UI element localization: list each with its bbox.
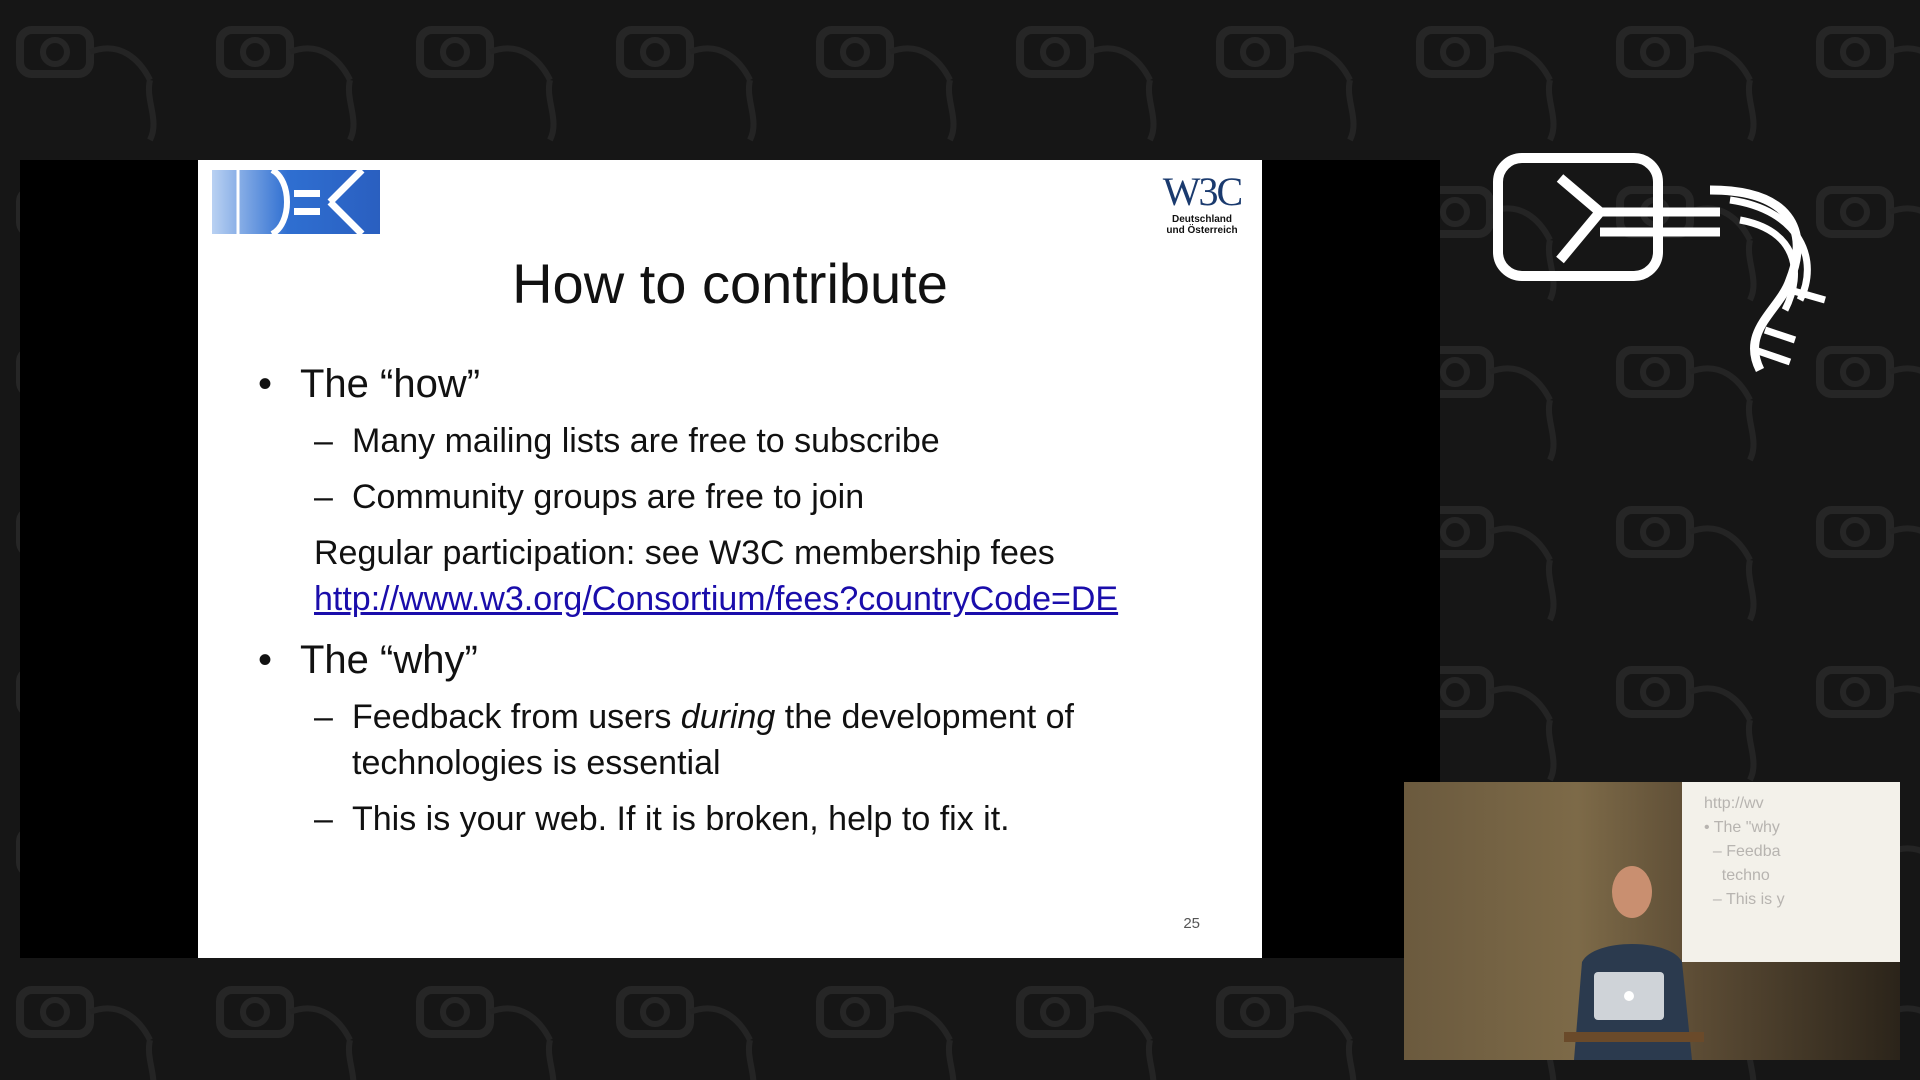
bullet-glyph: • (258, 362, 273, 406)
speaker-camera-feed (1404, 782, 1900, 1060)
sub-bullet-your-web (258, 796, 1238, 842)
dfki-logo (212, 170, 380, 234)
sub-bullet-text: Community groups are free to join (352, 478, 865, 516)
sub-bullet-text-emphasis: during (680, 698, 776, 736)
dash-glyph: – (314, 800, 333, 838)
projected-slide-text: http://wv • The "why – Feedba techno – This is y (1704, 795, 1785, 908)
speaker (1554, 852, 1704, 1060)
sub-bullet-mailing-lists (258, 418, 1238, 464)
bullet-glyph: • (258, 638, 273, 682)
membership-fees-link[interactable]: http://www.w3.org/Consortium/fees?countryCode=DE (314, 580, 1119, 618)
dash-glyph: – (314, 422, 333, 460)
bullet-why-text: The “why” (300, 638, 478, 682)
sub-bullet-feedback (258, 694, 1238, 786)
sub-bullet-text-before: Feedback from users (352, 698, 681, 736)
slide-page-number: 25 (1183, 915, 1200, 932)
bullet-how (258, 360, 1238, 408)
sub-bullet-community-groups (258, 474, 1238, 520)
sub-bullet-text: Many mailing lists are free to subscribe (352, 422, 940, 460)
w3c-logo (1158, 170, 1246, 234)
conference-logo (1490, 150, 1840, 400)
bullet-list (258, 360, 1238, 852)
presentation-slide (198, 160, 1262, 958)
sub-bullet-text: This is your web. If it is broken, help to fix it. (352, 800, 1010, 838)
w3c-logo-subtitle: Deutschland und Österreich (1166, 214, 1238, 236)
dash-glyph: – (314, 478, 333, 516)
w3c-logo-mark: W3C (1162, 169, 1242, 214)
slide-title: How to contribute (512, 252, 948, 315)
membership-note: Regular participation: see W3C membership fees (314, 534, 1055, 572)
bullet-why (258, 636, 1238, 684)
dash-glyph: – (314, 698, 333, 736)
sub-bullet-text-after: the development of technologies is essential (352, 698, 1074, 782)
bullet-how-text: The “how” (300, 362, 481, 406)
